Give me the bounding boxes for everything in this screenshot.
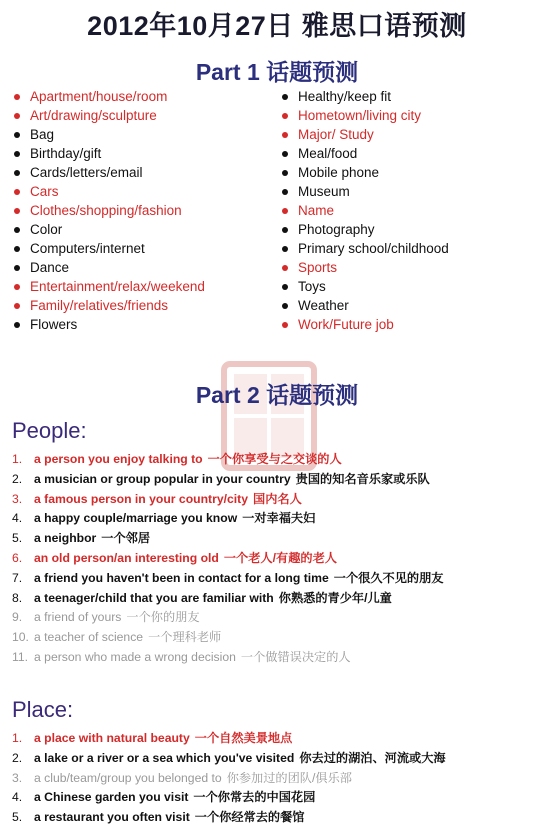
part1-topic-item bbox=[280, 277, 449, 296]
item-english-text: a place with natural beauty bbox=[34, 731, 190, 745]
topic-label: Name bbox=[298, 203, 335, 218]
item-chinese-text: 贵国的知名音乐家或乐队 bbox=[295, 471, 430, 486]
item-english-text: a Chinese garden you visit bbox=[34, 790, 189, 805]
people-topic-item bbox=[12, 608, 443, 628]
bullet-icon bbox=[282, 284, 288, 290]
topic-label: Family/relatives/friends bbox=[30, 298, 169, 313]
topic-label: Work/Future job bbox=[298, 317, 394, 332]
bullet-icon bbox=[14, 94, 20, 100]
topic-label: Hometown/living city bbox=[298, 108, 422, 123]
people-list bbox=[12, 450, 443, 668]
topic-label: Photography bbox=[298, 222, 375, 237]
part1-topic-item bbox=[280, 315, 449, 334]
bullet-icon bbox=[282, 227, 288, 233]
item-chinese-text: 一个很久不见的朋友 bbox=[333, 570, 444, 585]
topic-label: Healthy/keep fit bbox=[298, 89, 392, 104]
bullet-icon bbox=[14, 303, 20, 309]
item-chinese-text: 一个老人/有趣的老人 bbox=[223, 550, 337, 565]
item-number: 2. bbox=[12, 471, 23, 486]
item-chinese-text: 一个你经常去的餐馆 bbox=[194, 810, 305, 825]
item-english-text: a neighbor bbox=[34, 531, 97, 546]
bullet-icon bbox=[282, 189, 288, 195]
part1-topic-item bbox=[12, 182, 205, 201]
topic-label: Entertainment/relax/weekend bbox=[30, 279, 205, 294]
part1-topic-item bbox=[12, 125, 205, 144]
part1-left-column bbox=[12, 87, 205, 334]
item-number: 5. bbox=[12, 810, 23, 825]
item-chinese-text: 一个自然美景地点 bbox=[194, 731, 293, 745]
topic-label: Apartment/house/room bbox=[30, 89, 168, 104]
part1-topic-item bbox=[280, 163, 449, 182]
item-number: 7. bbox=[12, 570, 23, 585]
part1-topic-item bbox=[280, 258, 449, 277]
item-chinese-text: 你去过的湖泊、河流或大海 bbox=[299, 750, 446, 765]
place-topic-item bbox=[12, 749, 446, 769]
topic-label: Cars bbox=[30, 184, 59, 199]
bullet-icon bbox=[14, 189, 20, 195]
page-title: 2012年10月27日 雅思口语预测 bbox=[87, 11, 467, 41]
part1-topic-item bbox=[12, 201, 205, 220]
item-english-text: a happy couple/marriage you know bbox=[34, 511, 238, 526]
item-number: 4. bbox=[12, 790, 23, 805]
place-list bbox=[12, 729, 446, 828]
bullet-icon bbox=[282, 208, 288, 214]
bullet-icon bbox=[282, 265, 288, 271]
topic-label: Bag bbox=[30, 127, 55, 142]
bullet-icon bbox=[14, 208, 20, 214]
item-chinese-text: 一个你常去的中国花园 bbox=[193, 790, 316, 805]
topic-label: Toys bbox=[298, 279, 326, 294]
item-number: 5. bbox=[12, 531, 23, 546]
people-topic-item bbox=[12, 529, 443, 549]
topic-label: Cards/letters/email bbox=[30, 165, 143, 180]
people-topic-item bbox=[12, 549, 443, 569]
part1-topic-item bbox=[280, 125, 449, 144]
part1-right-column bbox=[280, 87, 449, 334]
topic-label: Dance bbox=[30, 260, 70, 275]
topic-label: Color bbox=[30, 222, 63, 237]
place-topic-item bbox=[12, 769, 446, 789]
place-topic-item bbox=[12, 808, 446, 828]
part1-topic-item bbox=[12, 144, 205, 163]
item-chinese-text: 一对幸福夫妇 bbox=[242, 511, 316, 526]
bullet-icon bbox=[14, 284, 20, 290]
item-english-text: a famous person in your country/city bbox=[34, 491, 249, 506]
people-topic-item bbox=[12, 589, 443, 609]
item-english-text: a restaurant you often visit bbox=[34, 810, 190, 825]
place-heading: Place: bbox=[12, 697, 74, 722]
place-topic-item bbox=[12, 788, 446, 808]
topic-label: Clothes/shopping/fashion bbox=[30, 203, 182, 218]
item-chinese-text: 一个你的朋友 bbox=[126, 610, 200, 625]
part1-topic-item bbox=[280, 296, 449, 315]
item-number: 10. bbox=[12, 630, 29, 645]
part1-topic-item bbox=[12, 239, 205, 258]
item-number: 2. bbox=[12, 750, 23, 765]
people-heading: People: bbox=[12, 418, 87, 443]
bullet-icon bbox=[282, 246, 288, 252]
item-english-text: a teenager/child that you are familiar with bbox=[34, 590, 274, 605]
bullet-icon bbox=[14, 227, 20, 233]
part1-topic-item bbox=[12, 277, 205, 296]
item-english-text: a person you enjoy talking to bbox=[34, 452, 203, 466]
part1-topic-item bbox=[280, 220, 449, 239]
people-topic-item bbox=[12, 648, 443, 668]
item-number: 1. bbox=[12, 731, 23, 745]
people-topic-item bbox=[12, 569, 443, 589]
topic-label: Sports bbox=[298, 260, 338, 275]
people-topic-item bbox=[12, 470, 443, 490]
part1-topic-item bbox=[280, 87, 449, 106]
people-topic-item bbox=[12, 490, 443, 510]
bullet-icon bbox=[282, 322, 288, 328]
part2-title: Part 2 话题预测 bbox=[195, 382, 359, 408]
topic-label: Computers/internet bbox=[30, 241, 145, 256]
part1-topic-item bbox=[12, 296, 205, 315]
item-chinese-text: 一个邻居 bbox=[101, 531, 151, 546]
bullet-icon bbox=[282, 132, 288, 138]
item-number: 9. bbox=[12, 610, 23, 625]
item-chinese-text: 一个理科老师 bbox=[148, 630, 222, 645]
item-english-text: an old person/an interesting old bbox=[34, 550, 219, 565]
part1-title: Part 1 话题预测 bbox=[195, 59, 359, 85]
bullet-icon bbox=[282, 170, 288, 176]
item-english-text: a musician or group popular in your country bbox=[34, 471, 291, 486]
bullet-icon bbox=[282, 303, 288, 309]
item-number: 3. bbox=[12, 770, 23, 785]
part1-topic-item bbox=[12, 106, 205, 125]
people-topic-item bbox=[12, 628, 443, 648]
item-number: 8. bbox=[12, 590, 23, 605]
people-topic-item bbox=[12, 450, 443, 470]
item-english-text: a friend you haven't been in contact for a long time bbox=[34, 570, 329, 585]
topic-label: Weather bbox=[298, 298, 349, 313]
topic-label: Birthday/gift bbox=[30, 146, 102, 161]
bullet-icon bbox=[14, 170, 20, 176]
bullet-icon bbox=[14, 246, 20, 252]
part1-topic-item bbox=[280, 106, 449, 125]
place-topic-item bbox=[12, 729, 446, 749]
part1-topic-item bbox=[280, 201, 449, 220]
item-english-text: a friend of yours bbox=[34, 610, 122, 625]
bullet-icon bbox=[14, 322, 20, 328]
bullet-icon bbox=[282, 113, 288, 119]
item-chinese-text: 你参加过的团队/俱乐部 bbox=[226, 770, 352, 785]
item-chinese-text: 你熟悉的青少年/儿童 bbox=[278, 590, 392, 605]
bullet-icon bbox=[14, 113, 20, 119]
topic-label: Primary school/childhood bbox=[298, 241, 449, 256]
item-english-text: a teacher of science bbox=[34, 630, 144, 645]
topic-label: Meal/food bbox=[298, 146, 358, 161]
topic-label: Museum bbox=[298, 184, 350, 199]
part1-topic-item bbox=[12, 220, 205, 239]
part1-topic-item bbox=[280, 182, 449, 201]
topic-label: Major/ Study bbox=[298, 127, 374, 142]
item-number: 1. bbox=[12, 452, 23, 466]
bullet-icon bbox=[282, 94, 288, 100]
part1-topic-item bbox=[280, 144, 449, 163]
part1-topic-item bbox=[12, 163, 205, 182]
item-number: 4. bbox=[12, 511, 23, 526]
people-topic-item bbox=[12, 509, 443, 529]
item-chinese-text: 国内名人 bbox=[253, 491, 302, 506]
item-chinese-text: 一个你享受与之交谈的人 bbox=[207, 452, 342, 466]
topic-label: Mobile phone bbox=[298, 165, 380, 180]
part1-topic-item bbox=[12, 315, 205, 334]
item-number: 3. bbox=[12, 491, 23, 506]
bullet-icon bbox=[14, 132, 20, 138]
topic-label: Flowers bbox=[30, 317, 78, 332]
bullet-icon bbox=[14, 151, 20, 157]
topic-label: Art/drawing/sculpture bbox=[30, 108, 157, 123]
item-english-text: a person who made a wrong decision bbox=[34, 649, 236, 664]
item-number: 6. bbox=[12, 550, 23, 565]
item-chinese-text: 一个做错误决定的人 bbox=[240, 649, 351, 664]
bullet-icon bbox=[14, 265, 20, 271]
item-english-text: a club/team/group you belonged to bbox=[34, 770, 222, 785]
part1-topic-item bbox=[12, 258, 205, 277]
item-number: 11. bbox=[12, 649, 29, 664]
part1-topic-item bbox=[280, 239, 449, 258]
part1-topic-item bbox=[12, 87, 205, 106]
bullet-icon bbox=[282, 151, 288, 157]
item-english-text: a lake or a river or a sea which you've visited bbox=[34, 750, 295, 765]
